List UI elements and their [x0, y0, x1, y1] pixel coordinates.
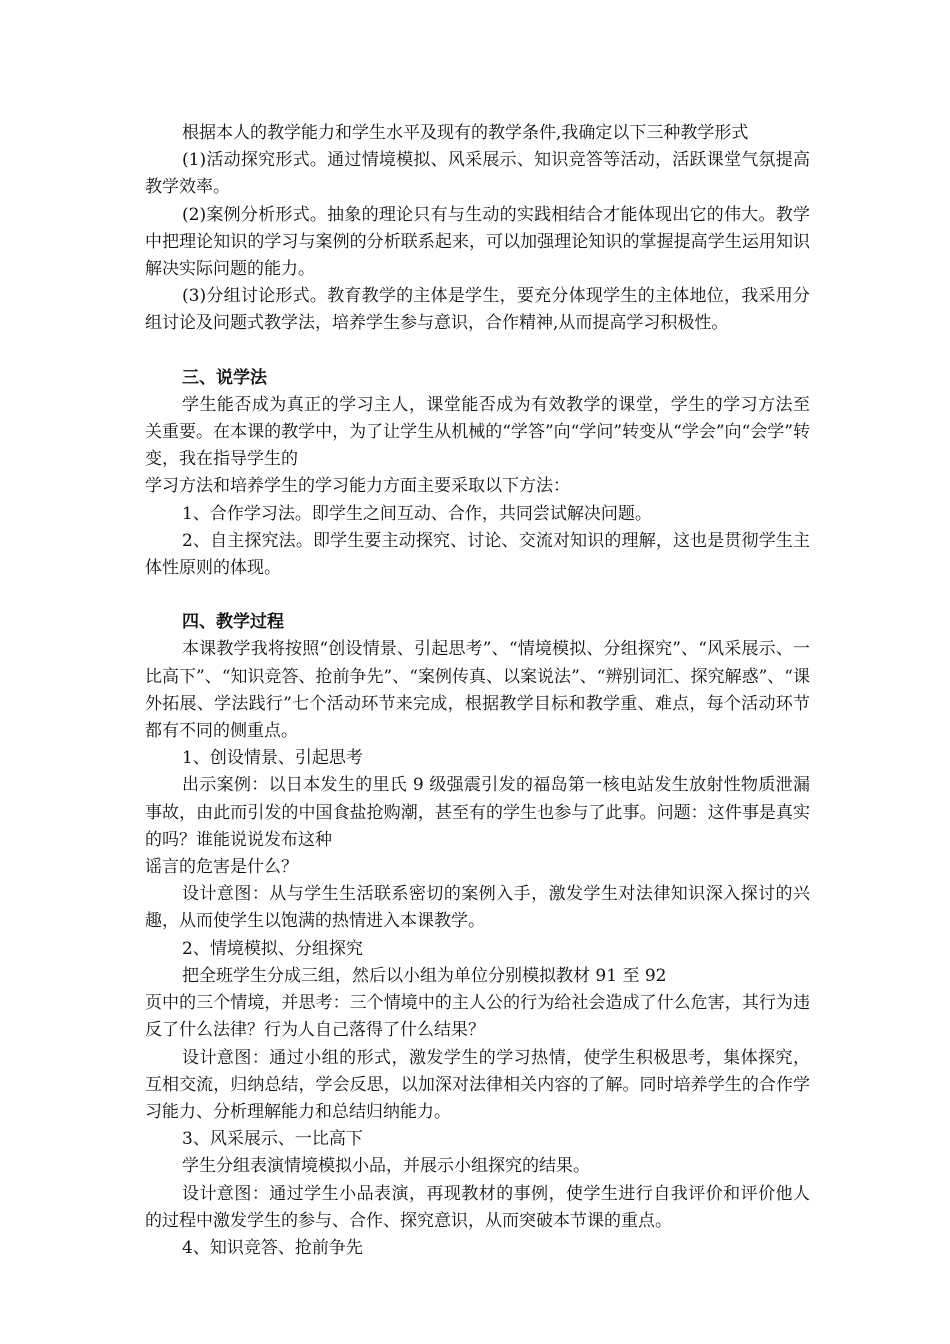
step-3-task: 学生分组表演情境模拟小品，并展示小组探究的结果。 — [182, 1156, 590, 1177]
step-1-design-intent: 设计意图：从与学生生活联系密切的案例入手，激发学生对法律知识深入探讨的兴趣，从而使学生以饱满的热情进入本课教学。 — [145, 884, 810, 932]
intro-paragraph: 根据本人的教学能力和学生水平及现有的教学条件,我确定以下三种教学形式 — [182, 123, 749, 143]
step-2-task: 把全班学生分成三组，然后以小组为单位分别模拟教材 91 至 92 — [182, 965, 667, 986]
section-heading-teaching-process: 四、教学过程 — [182, 612, 284, 633]
learning-methods-paragraph: 学生能否成为真正的学习主人，课堂能否成为有效教学的课堂，学生的学习方法至关重要。在本课的教学中，为了让学生从机械的“学答”向“学问”转变从“学会”向“会学”转变，我在指导学生的 — [145, 394, 810, 470]
teaching-form-2: (2)案例分析形式。抽象的理论只有与生动的实践相结合才能体现出它的伟大。教学中把理论知识的学习与案例的分析联系起来，可以加强理论知识的掌握提高学生运用知识解决实际问题的能力。 — [145, 204, 810, 280]
learning-methods-paragraph-cont: 学习方法和培养学生的学习能力方面主要采取以下方法： — [145, 476, 570, 497]
step-1-case-cont: 谣言的危害是什么？ — [145, 857, 298, 878]
learning-method-1: 1、合作学习法。即学生之间互动、合作，共同尝试解决问题。 — [182, 503, 652, 524]
step-3-design-intent: 设计意图：通过学生小品表演，再现教材的事例，使学生进行自我评价和评价他人的过程中激发学生的参与、合作、探究意识，从而突破本节课的重点。 — [145, 1183, 810, 1231]
teaching-form-1: (1)活动探究形式。通过情境模拟、风采展示、知识竞答等活动，活跃课堂气氛提高教学效率。 — [145, 150, 810, 198]
step-2-title: 2、情境模拟、分组探究 — [182, 938, 363, 959]
step-1-case: 出示案例：以日本发生的里氏 9 级强震引发的福岛第一核电站发生放射性物质泄漏事故，由此而引发的中国食盐抢购潮，甚至有的学生也参与了此事。问题：这件事是真实的吗？谁能说说发布这种 — [145, 775, 810, 850]
document-body — [145, 120, 810, 1262]
step-2-design-intent: 设计意图：通过小组的形式，激发学生的学习热情，使学生积极思考，集体探究，互相交流，归纳总结，学会反思，以加深对法律相关内容的了解。同时培养学生的合作学习能力、分析理解能力和总结归纳能力。 — [145, 1047, 810, 1122]
step-1-title: 1、创设情景、引起思考 — [182, 748, 363, 769]
section-heading-learning-methods: 三、说学法 — [182, 367, 267, 388]
step-3-title: 3、风采展示、一比高下 — [182, 1129, 363, 1150]
teaching-process-overview: 本课教学我将按照“创设情景、引起思考”、“情境模拟、分组探究”、“风采展示、一比高下”、“知识竞答、抢前争先”、“案例传真、以案说法”、“辨别词汇、探究解惑”、“课外拓展、学法践行”七个活动环节来完成，根据教学目标和教学重、难点，每个活动环节都有不同的侧重点。 — [145, 639, 810, 742]
teaching-form-3: (3)分组讨论形式。教育教学的主体是学生，要充分体现学生的主体地位，我采用分组讨论及问题式教学法，培养学生参与意识，合作精神,从而提高学习积极性。 — [145, 286, 810, 334]
step-2-task-cont: 页中的三个情境，并思考：三个情境中的主人公的行为给社会造成了什么危害，其行为违反了什么法律？行为人自己落得了什么结果？ — [145, 993, 810, 1041]
step-4-title: 4、知识竞答、抢前争先 — [182, 1237, 363, 1258]
learning-method-2: 2、自主探究法。即学生要主动探究、讨论、交流对知识的理解，这也是贯彻学生主体性原则的体现。 — [145, 530, 810, 579]
